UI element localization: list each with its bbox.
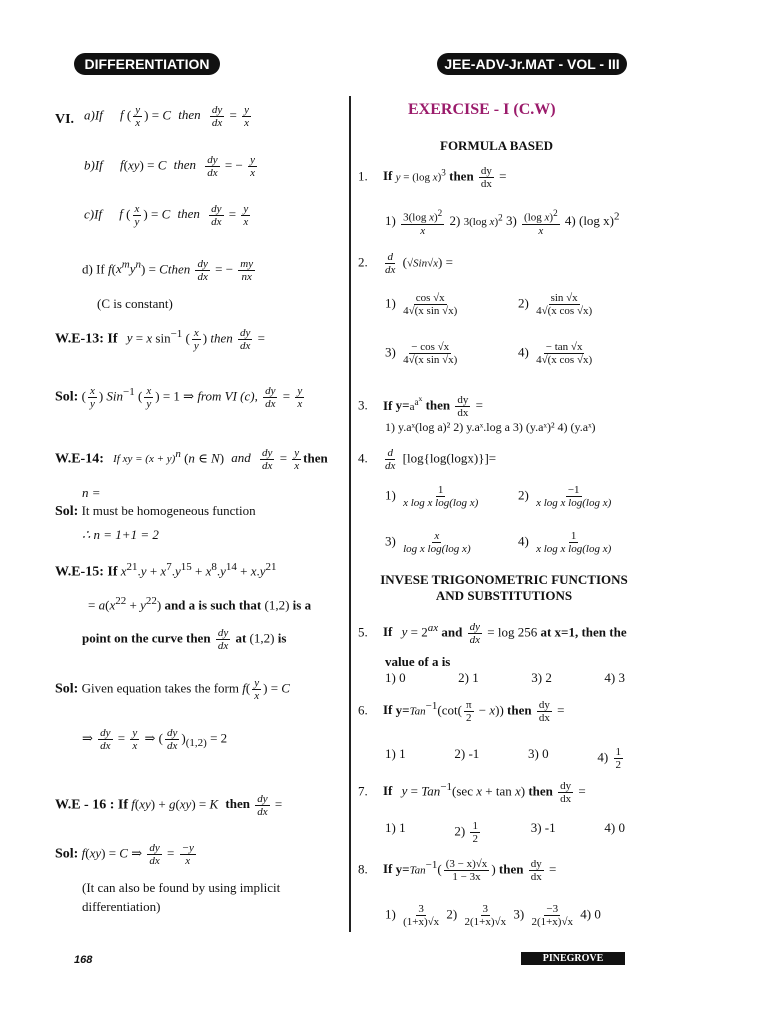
question-8-options: 1) $\frac{3}{(1+x)√x}$ 2) $\frac{3}{2(1+x)√x}$ 3) $\frac{-3}{2(1+x)√x}$ 4) 0 [385,903,601,928]
column-divider [349,96,351,932]
we16: W.E - 16 : If f(xy) + g(xy) = K then $\frac{dy}{dx}$ = [55,793,283,818]
we14-solution: Sol: It must be homogeneous function [55,503,256,519]
question-2-options-b: 2) $\frac{\sin √x}{\text{4√(x cos √x)}}$ [518,292,593,317]
vi-b: b)If f(xy) = C then $\frac{dy}{dx}$ = − $\frac{y}{x}$ [84,154,255,179]
publisher-brand: PINEGROVE [521,952,625,965]
question-2-options-d: 4) $\frac{- \tan √x}{\text{4√(x cos √x)}}$ [518,341,593,366]
we14-result: ∴ n = 1+1 = 2 [82,527,159,542]
question-4-options-a: 1) $\frac{1}{\text{x log x log(log x)}}$ [385,484,479,509]
question-5-options: 1) 0 2) 1 3) 2 4) 3 [385,670,625,685]
question-8: 8. If y=Tan$^{-1}$( $\frac{(3 - x)√x}{1 - 3x}$ ) then $\frac{dy}{dx}$ = [358,858,557,883]
question-2-options-a: 1) $\frac{\cos √x}{\text{4√(x sin √x)}}$ [385,292,458,317]
vi-c: c)If f ( $\frac{x}{y}$ ) = C then $\frac{dy}{dx}$ = $\frac{y}{x}$ [84,203,249,228]
we15-line3: point on the curve then $\frac{dy}{dx}$ at (1,2) is [82,627,287,652]
we15-line2: = $a(x^{22} + y^{22})$ and a is such that (1,2) is a [88,595,312,613]
question-4-options-b: 2) $\frac{-1}{\text{x log x log(log x)}}$ [518,484,612,509]
we15-result: ⇒ $\frac{dy}{dx}$ = $\frac{y}{x}$ ⇒ ( $\frac{dy}{dx}$ )$_{(1,2)} = 2$ [82,727,228,752]
question-3: 3. If $y=a^{a^x}$ then $\frac{dy}{dx}$ = [358,394,483,420]
implicit-note-2: differentiation) [82,899,161,914]
question-2: 2. $\frac{d}{dx}$ (√Sin√x) = [358,251,453,276]
question-7-options: 1) 1 2) $\frac{1}{2}$ 3) -1 4) 0 [385,820,625,845]
question-2-options-c: 3) $\frac{- \cos √x}{\text{4√(x sin √x)}}$ [385,341,458,366]
question-4: 4. $\frac{d}{dx}$ [log{log(logx)}]= [358,447,497,472]
page-number: 168 [74,954,93,966]
we15-line1: W.E-15: If $x^{21}.y + x^7.y^{15} + x^8.y^{14} + x.y^{21}$ [55,561,277,580]
question-1: 1. If y = (log x)$^3$ then $\frac{dy}{dx}$ = [358,165,507,190]
vi-d: d) If $f(x^my^n)$ = Cthen $\frac{dy}{dx}$ = − $\frac{my}{nx}$ [82,258,254,283]
question-5: 5. If $y = 2^{ax}$ and $\frac{dy}{dx}$ = log 256 at x=1, then the [358,621,627,646]
c-constant-note: (C is constant) [97,296,173,311]
question-4-options-d: 4) $\frac{1}{\text{x log x log(log x)}}$ [518,530,612,555]
question-7: 7. If y = Tan$^{-1}$(sec x + tan x) then $\frac{dy}{dx}$ = [358,780,586,805]
exercise-title: EXERCISE - I (C.W) [408,101,556,118]
vi-a: a)If f ( $\frac{y}{x}$ ) = C then $\frac{dy}{dx}$ = $\frac{y}{x}$ [84,104,249,129]
question-6-options: 1) 1 2) -1 3) 0 4) $\frac{1}{2}$ [385,746,621,771]
we15-solution: Sol: Given equation takes the form f( $\frac{y}{x}$ ) = C [55,677,290,702]
question-3-options: 1) y.aˣ(log a)² 2) y.aˣ.log a 3) (y.aˣ)² 4) (y.aˣ) [385,420,596,434]
we13-solution: Sol: ( $\frac{x}{y}$ ) Sin$^{-1}$ ( $\frac{x}{y}$ ) = 1 ⇒ from VI (c), $\frac{dy}{dx}$ = $\frac{y}{x}$ [55,385,303,410]
question-6: 6. If y=Tan$^{-1}$(cot( $\frac{\pi}{2}$ − x)) then $\frac{dy}{dx}$ = [358,699,565,724]
n-equals: n = [82,485,101,500]
chapter-pill: DIFFERENTIATION [74,53,220,75]
vi-label: VI. [55,112,75,127]
volume-pill: JEE-ADV-Jr.MAT - VOL - III [437,53,627,75]
question-5-value: value of a is [385,654,451,669]
implicit-note-1: (It can also be found by using implicit [82,880,281,895]
question-1-options: 1) $\frac{3(\log x)^2}{x}$ 2) 3(log x)$^2$ 3) $\frac{(\log x)^2}{x}$ 4) (log x)$^2$ [385,208,620,237]
we13: W.E-13: If y = x $\sin^{-1}$ ( $\frac{x}{y}$ ) then $\frac{dy}{dx}$ = [55,327,265,352]
question-4-options-c: 3) $\frac{x}{\text{log x log(log x)}}$ [385,530,471,555]
we14: W.E-14: If xy = $(x + y)^n$ (n ∈ N) and $\frac{dy}{dx}$ = $\frac{y}{x}$ then [55,447,328,472]
we16-solution: Sol: f(xy) = C ⇒ $\frac{dy}{dx}$ = $\frac{-y}{x}$ [55,842,194,867]
inverse-trig-heading: INVESE TRIGONOMETRIC FUNCTIONS AND SUBSTITUTIONS [380,572,628,603]
formula-based-heading: FORMULA BASED [440,138,554,153]
